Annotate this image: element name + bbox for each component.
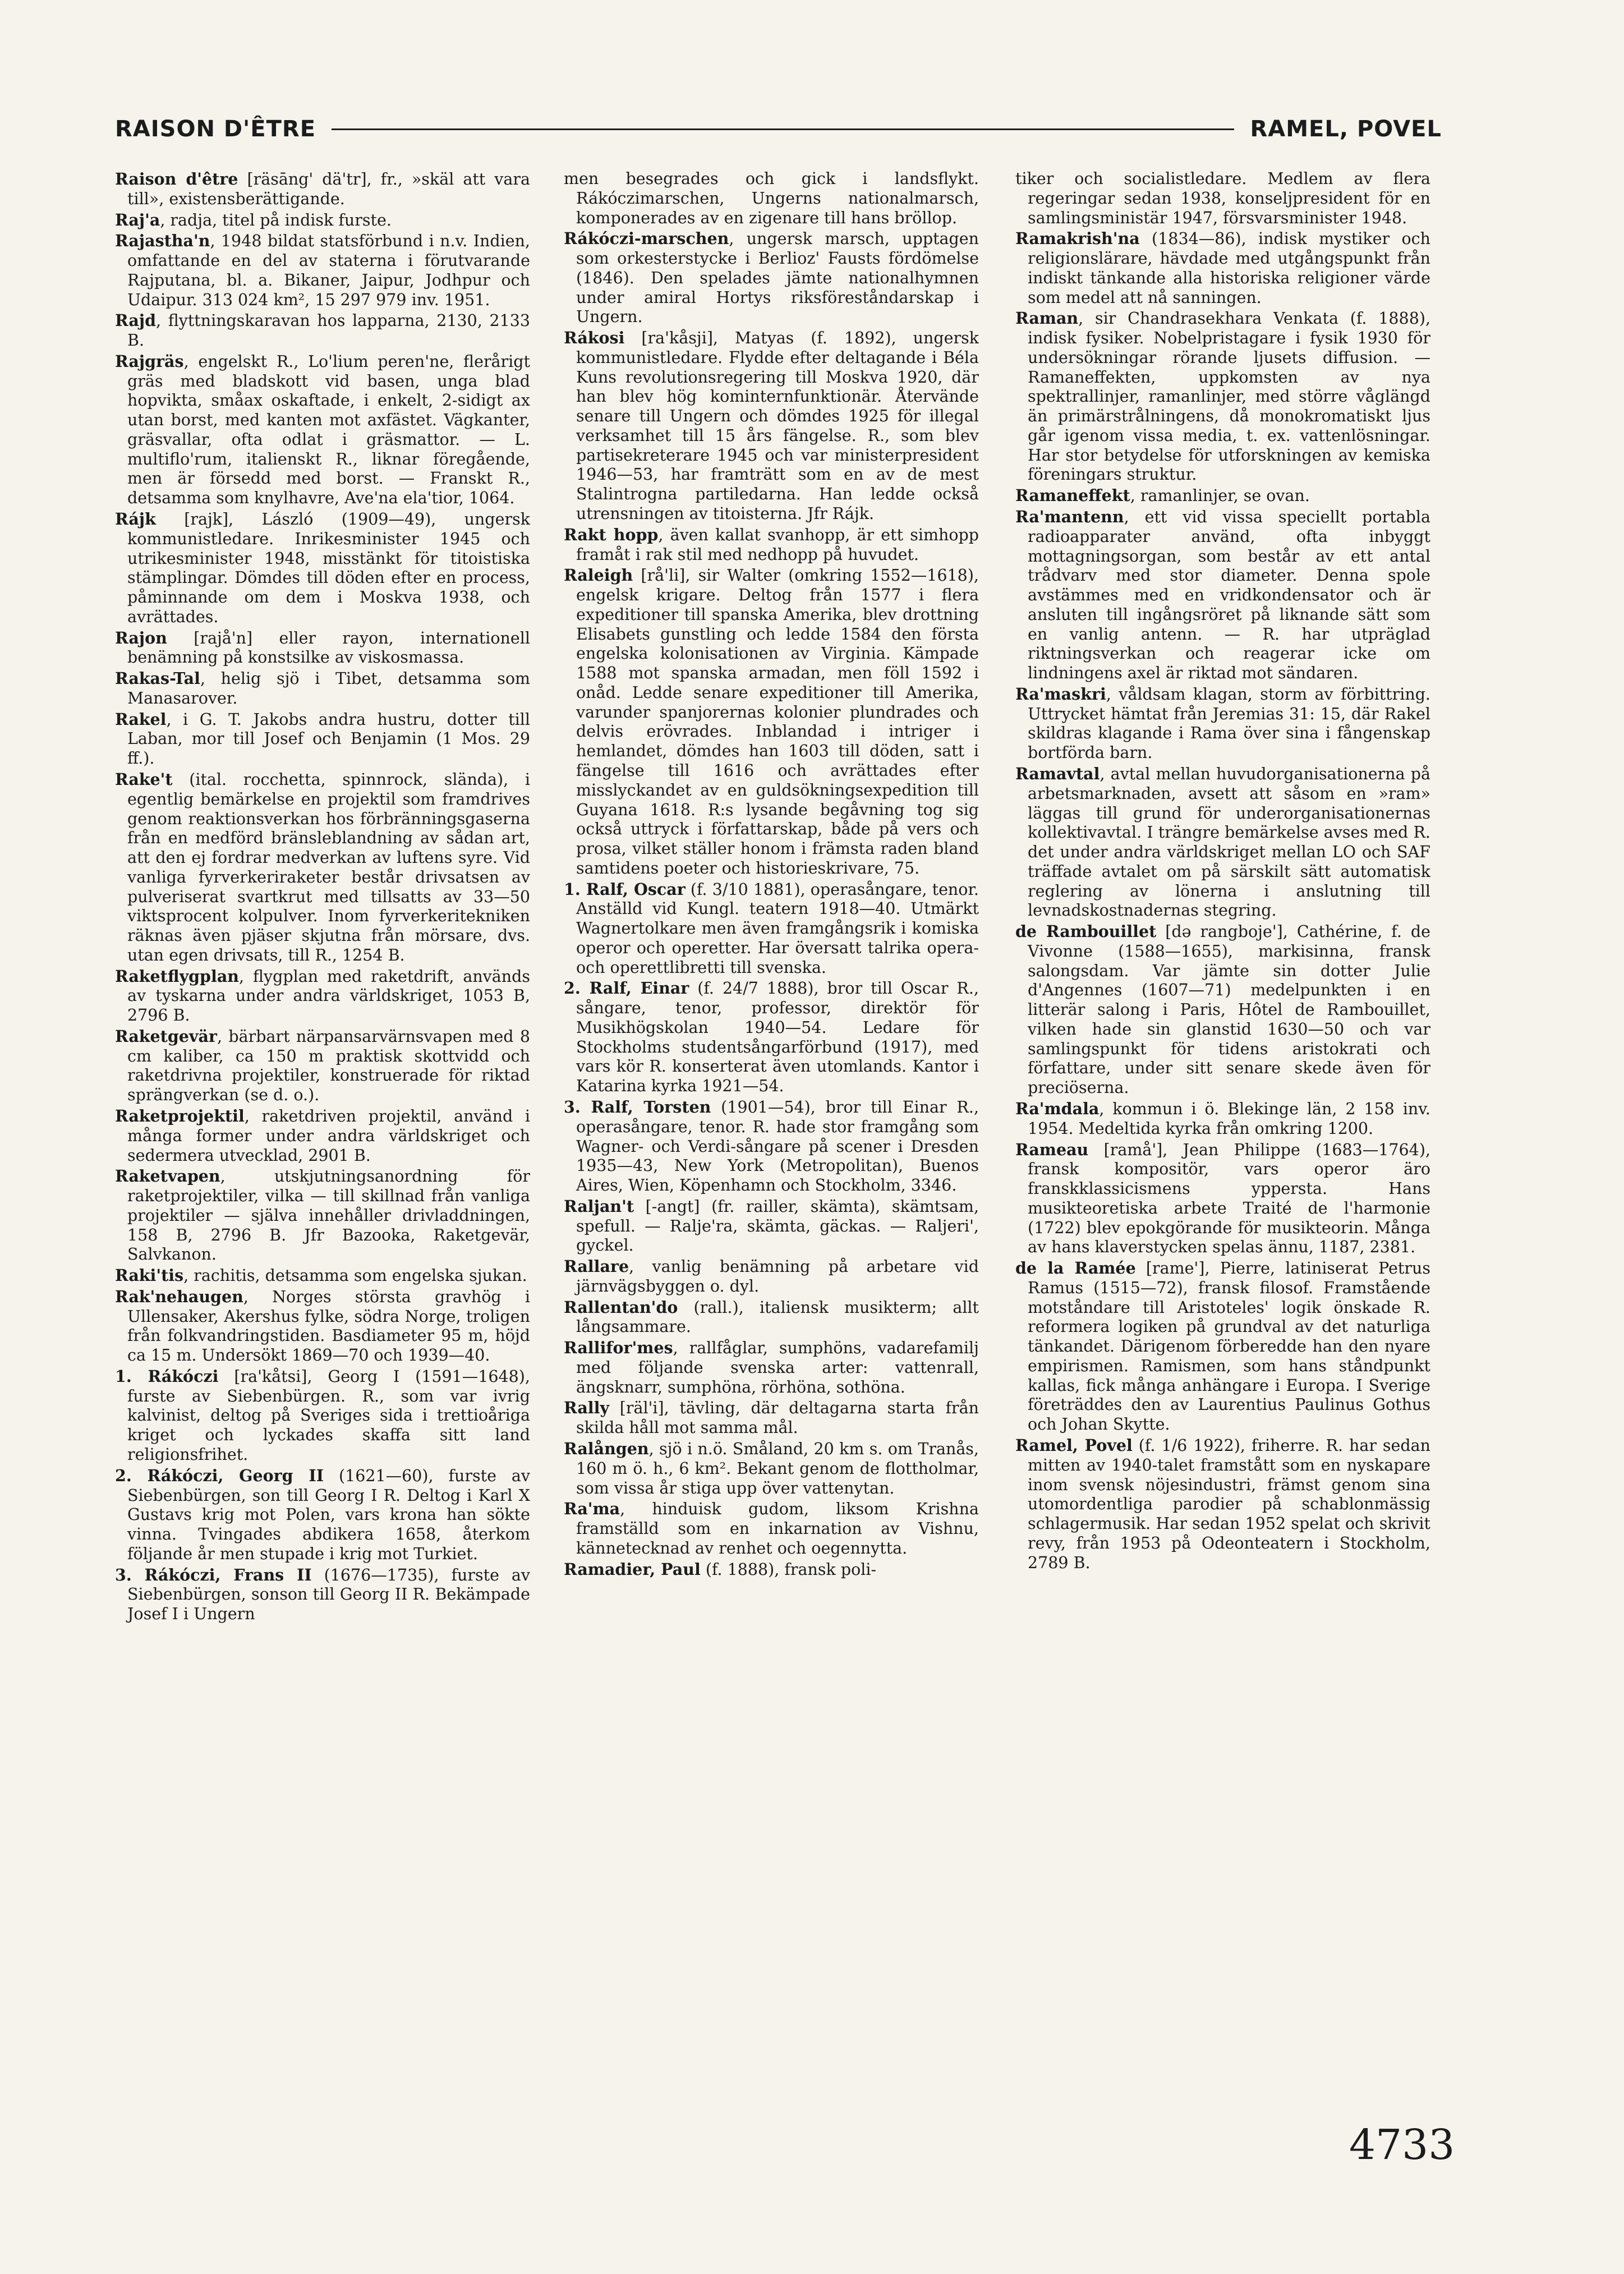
entry-text: [räsāng' dä'tr], fr., »skäl att vara till», existensberättigande. [127,170,530,208]
entry-headword: Raison d'être [115,169,238,189]
entry-headword: Ramel, Povel [1015,1436,1133,1455]
entry-headword: Rakel [115,709,167,729]
entry-headword: 2. Rákóczi, Georg II [115,1466,324,1485]
dictionary-entry [115,169,530,209]
dictionary-entry [115,1565,530,1624]
dictionary-entry [564,328,979,524]
entry-text: , 1948 bildat statsförbund i n.v. Indien, omfattande en del av staterna i förutvarande Rajputana, bl. a. Bikaner, Jaipur, Jodhpur och Udaipur. 313 024 km², 15 297 979 inv. 1951. [127,232,530,309]
entry-text: , utskjutningsanordning för raketprojektiler, vilka — till skillnad från vanliga projektiler — själva innehåller drivladdningen, 158 B, 2796 B. Jfr Bazooka, Raketgevär, Salvkanon. [127,1167,530,1264]
entry-headword: Rajon [115,628,167,647]
dictionary-entry [115,1106,530,1165]
entry-headword: Rally [564,1398,610,1418]
entry-text: , avtal mellan huvudorganisationerna på arbetsmarknaden, avsett att såsom en »ram» läggas till grund för underorganisationernas kollektivavtal. I trängre bemärkelse avses med R. det under andra världskriget mellan LO och SAF träffade avtalet om på särskilt sätt automatisk reglering av lönerna i anslutning till levnadskostnadernas stegring. [1028,764,1430,920]
column-1 [115,169,530,2167]
header-left: RAISON D'ÊTRE [115,116,316,142]
entry-text: men besegrades och gick i landsflykt. Rákóczimarschen, Ungerns nationalmarsch, komponerades av en zigenare till hans bröllop. [564,169,979,227]
column-2 [564,169,979,2167]
dictionary-entry [1015,1436,1430,1573]
entry-headword: Raki'tis [115,1266,184,1285]
entry-headword: Ra'maskri [1015,684,1106,704]
entry-headword: Rájk [115,509,156,529]
entry-headword: Ramaneffekt [1015,486,1130,506]
entry-text: (ital. rocchetta, spinnrock, slända), i egentlig bemärkelse en projektil som framdrives genom reaktionsverkan hos förbränningsgaserna från en medförd bränsleblandning av sådan art, att den ej fordrar medverkan av luftens syre. Vid vanliga fyrverkeriraketer består drivsatsen av pulveriserat svartkrut med tillsatts av 33—50 viktsprocent kolpulver. Inom fyrverkeritekniken räknas även pjäser skjutna från mörsare, dvs. utan egen drivsats, till R., 1254 B. [127,770,530,964]
entry-headword: Rallare [564,1257,629,1276]
entry-headword: Rákóczi-marschen [564,229,729,249]
entry-text: (f. 3/10 1881), operasångare, tenor. Anställd vid Kungl. teatern 1918—40. Utmärkt Wagnertolkare men även framgångsrik i komiska operor och operetter. Har översatt talrika opera- och operettlibretti till svenska. [576,880,979,977]
dictionary-entry [1015,309,1430,485]
entry-headword: 1. Ralf, Oscar [564,879,686,899]
entry-text: , våldsam klagan, storm av förbittring. Uttrycket hämtat från Jeremias 31: 15, där Rakel skildras klagande i Rama över sina i fångenskap bortförda barn. [1028,685,1430,762]
entry-text: , vanlig benämning på arbetare vid järnvägsbyggen o. dyl. [576,1257,979,1296]
dictionary-entry [564,1499,979,1558]
entry-headword: Raketprojektil [115,1106,245,1125]
dictionary-entry [115,628,530,668]
dictionary-entry [564,566,979,878]
entry-text: [rå'li], sir Walter (omkring 1552—1618), engelsk krigare. Deltog från 1577 i flera expeditioner till spanska Amerika, blev drottning Elisabets gunstling och ledde 1584 den första engelska kolonisationen av Virginia. Kämpade 1588 mot spanska armadan, men föll 1592 i onåd. Ledde senare expeditioner till Amerika, varunder spanjorernas kolonier plundrades och delvis erövrades. Inblandad i intriger i hemlandet, dömdes han 1603 till döden, satt i fängelse till 1616 och avrättades efter misslyckandet av en guldsökningsexpedition till Guyana 1618. R:s lysande begåvning tog sig också uttryck i författarskap, både på vers och prosa, vilket ställer honom i främsta raden bland samtidens poeter och historieskrivare, 75. [576,566,979,878]
dictionary-entry [115,311,530,351]
dictionary-entry [564,1439,979,1498]
entry-headword: de la Ramée [1015,1258,1136,1278]
dictionary-entry [564,169,979,228]
dictionary-entry [1015,922,1430,1098]
dictionary-entry [1015,486,1430,506]
entry-headword: Ra'mantenn [1015,507,1124,527]
entry-text: (1834—86), indisk mystiker och religionslärare, hävdade med utgångspunkt från indiskt tänkande alla historiska religioner värde som medel att nå sanningen. [1028,229,1430,307]
entry-text: [də rangboje'], Cathérine, f. de Vivonne (1588—1655), markisinna, fransk salongsdam. Var jämte sin dotter Julie d'Angennes (1607—71) medelpunkten i en litterär salong i Paris, Hôtel de Rambouillet, vilken hade sin glanstid 1630—50 och var samlingspunkt för tidens aristokrati och författare, under sitt senare skede även för preciöserna. [1028,922,1430,1097]
dictionary-entry [564,1298,979,1338]
dictionary-entry [115,352,530,508]
entry-text: [rajå'n] eller rayon, internationell benämning på konstsilke av viskosmassa. [127,628,530,667]
entry-headword: Ra'ma [564,1499,620,1519]
dictionary-entry [1015,1099,1430,1139]
entry-text: , flyttningskaravan hos lapparna, 2130, 2133 B. [127,311,530,350]
dictionary-entry [1015,764,1430,921]
entry-headword: Rallifor'mes [564,1338,673,1358]
dictionary-entry [115,1466,530,1564]
dictionary-entry [564,1338,979,1397]
entry-headword: Raketvapen [115,1166,220,1186]
page-number: 4733 [1349,2121,1455,2169]
entry-headword: Raj'a [115,210,160,229]
entry-text: [ra'kåtsi], Georg I (1591—1648), furste av Siebenbürgen. R., som var ivrig kalvinist, deltog på Sveriges sida i trettioåriga kriget och lyckades skaffa sitt land religionsfrihet. [127,1367,530,1464]
entry-text: , flygplan med raketdrift, används av tyskarna under andra världskriget, 1053 B, 2796 B. [127,967,530,1025]
entry-headword: Rake't [115,769,173,789]
dictionary-entry [1015,1140,1430,1258]
dictionary-entry [564,525,979,565]
dictionary-entry [564,1398,979,1438]
entry-headword: 3. Rákóczi, Frans II [115,1565,312,1584]
entry-text: , även kallat svanhopp, är ett simhopp framåt i rak stil med nedhopp på huvudet. [576,525,979,564]
entry-text: , engelskt R., Lo'lium peren'ne, flerårigt gräs med bladskott vid basen, unga blad hopvikta, småax oskaftade, i enkelt, 2-sidigt ax utan borst, med kanten mot axfästet. Vägkanter, gräsvallar, ofta odlat i gräsmattor. — L. multiflo'rum, italienskt R., liknar föregående, men är försedd med borst. — Franskt R., detsamma som knylhavre, Ave'na ela'tior, 1064. [127,352,530,508]
entry-text: , radja, titel på indisk furste. [160,210,392,229]
entry-headword: Raleigh [564,566,633,585]
dictionary-entry [115,710,530,769]
dictionary-entry [115,1166,530,1265]
dictionary-entry [115,770,530,966]
entry-text: , hinduisk gudom, liksom Krishna framställd som en inkarnation av Vishnu, kännetecknad av renhet och oegennytta. [576,1500,979,1558]
dictionary-entry [115,967,530,1026]
entry-text: (rall.), italiensk musikterm; allt långsammare. [576,1298,979,1336]
entry-text: , i G. T. Jakobs andra hustru, dotter till Laban, mor till Josef och Benjamin (1 Mos. 29 ff.). [127,710,530,768]
dictionary-entry [1015,685,1430,763]
entry-text: (f. 1888), fransk poli- [700,1560,877,1579]
dictionary-entry [1015,229,1430,307]
entry-headword: Raketgevär [115,1026,217,1046]
entry-headword: 3. Ralf, Torsten [564,1097,711,1117]
dictionary-entry [115,231,530,310]
entry-text: [-angt] (fr. railler, skämta), skämtsam, spefull. — Ralje'ra, skämta, gäckas. — Raljeri', gyckel. [576,1197,979,1255]
entry-headword: 1. Rákóczi [115,1366,219,1386]
entry-text: , sir Chandrasekhara Venkata (f. 1888), indisk fysiker. Nobelpristagare i fysik 1930 för undersökningar rörande ljusets diffusion. — Ramaneffekten, uppkomsten av nya spektrallinjer, ramanlinjer, med större våglängd än primärstrålningens, då monokromatiskt ljus går igenom vissa media, t. ex. vattenlösningar. Har stor betydelse för utforskningen av kemiska föreningars struktur. [1028,309,1430,484]
entry-headword: Rallentan'do [564,1297,678,1317]
entry-headword: Ralången [564,1439,649,1458]
dictionary-entry [1015,507,1430,683]
dictionary-entry [115,1287,530,1366]
header-rule [332,128,1234,130]
dictionary-entry [1015,169,1430,228]
entry-headword: Rákosi [564,328,625,348]
entry-text: , helig sjö i Tibet, detsamma som Manasarover. [127,669,530,708]
entry-text: , Norges största gravhög i Ullensaker, Akershus fylke, södra Norge, troligen från folkvandringstiden. Basdiameter 95 m, höjd ca 15 m. Undersökt 1869—70 och 1939—40. [127,1287,530,1365]
entry-headword: Rajastha'n [115,231,210,251]
entry-text: (1901—54), bror till Einar R., operasångare, tenor. R. hade stor framgång som Wagner- och Verdi-sångare på scener i Dresden 1935—43, New York (Metropolitan), Buenos Aires, Wien, Köpenhamn och Stockholm, 3346. [576,1097,979,1195]
dictionary-entry [564,1257,979,1297]
entry-text: [ramå'], Jean Philippe (1683—1764), fransk kompositör, vars operor äro franskklassicismens yppersta. Hans musikteoretiska arbete Traité de l'harmonie (1722) blev epokgörande för musikteorin. Många av hans klaverstycken spelas ännu, 1187, 2381. [1028,1140,1430,1257]
entry-headword: Ramavtal [1015,764,1100,783]
entry-headword: Rakas-Tal [115,669,200,688]
entry-text: , sjö i n.ö. Småland, 20 km s. om Tranås, 160 m ö. h., 6 km². Bekant genom de flottholmar, som vissa år stiga upp över vattenytan. [576,1440,979,1497]
entry-text: [ra'kåsji], Matyas (f. 1892), ungersk kommunistledare. Flydde efter deltagande i Béla Kuns revolutionsregering till Moskva 1920, där han blev hög kominternfunktionär. Återvände senare till Ungern och dömdes 1925 för illegal verksamhet till 15 års fängelse. R., som blev partisekreterare 1945 och var ministerpresident 1946—53, har framträtt som en av de mest Stalintrogna partiledarna. Han ledde också utrensningen av titoisterna. Jfr Rájk. [576,329,979,523]
entry-headword: Ramadier, Paul [564,1559,701,1579]
entry-headword: 2. Ralf, Einar [564,978,689,998]
dictionary-entry [564,1197,979,1256]
entry-headword: Rajd [115,311,157,330]
running-header [115,112,1442,146]
entry-headword: Ra'mdala [1015,1099,1099,1118]
entry-text: , kommun i ö. Blekinge län, 2 158 inv. 1954. Medeltida kyrka från omkring 1200. [1028,1099,1430,1138]
dictionary-entry [564,229,979,327]
entry-text: tiker och socialistledare. Medlem av flera regeringar sedan 1938, konseljpresident för en samlingsministär 1947, försvarsminister 1948. [1015,169,1430,227]
entry-text: , raketdriven projektil, använd i många former under andra världskriget och sedermera utvecklad, 2901 B. [127,1106,530,1165]
entry-headword: Rak'nehaugen [115,1287,243,1306]
dictionary-entry [115,1367,530,1465]
entry-headword: Rameau [1015,1140,1089,1159]
entry-text: (1621—60), furste av Siebenbürgen, son till Georg I R. Deltog i Karl X Gustavs krig mot Polen, vars krona han sökte vinna. Tvingades abdikera 1658, återkom följande år men stupade i krig mot Turkiet. [127,1466,530,1563]
entry-text: , bärbart närpansarvärnsvapen med 8 cm kaliber, ca 150 m praktisk skottvidd och raketdrivna projektiler, konstruerade för riktad sprängverkan (se d. o.). [127,1027,530,1105]
dictionary-entry [564,1560,979,1580]
entry-text: [rame'], Pierre, latiniserat Petrus Ramus (1515—72), fransk filosof. Framstående motståndare till Aristoteles' logik önskade R. reformera logiken på grundval av det naturliga tänkandet. Därigenom förberedde han den nyare empirismen. Ramismen, som hans ståndpunkt kallas, fick många anhängare i Europa. I Sverige företräddes den av Laurentius Paulinus Gothus och Johan Skytte. [1028,1259,1430,1434]
entry-headword: de Rambouillet [1015,922,1157,941]
dictionary-entry [115,1027,530,1105]
entry-text: (1676—1735), furste av Siebenbürgen, sonson till Georg II R. Bekämpade Josef I i Ungern [127,1565,530,1624]
entry-text: , ramanlinjer, se ovan. [1130,486,1310,506]
entry-headword: Rakt hopp [564,525,659,544]
dictionary-entry [115,669,530,709]
dictionary-entry [115,210,530,231]
entry-headword: Raljan't [564,1196,634,1216]
entry-headword: Raman [1015,309,1079,328]
column-3 [1015,169,1430,2167]
entry-headword: Raketflygplan [115,966,240,986]
dictionary-entry [115,1266,530,1286]
entry-headword: Rajgräs [115,351,184,371]
dictionary-entry [1015,1258,1430,1435]
entry-text: (f. 1/6 1922), friherre. R. har sedan mitten av 1940-talet framstått som en nyskapare inom svensk nöjesindustri, främst genom sina utomordentliga parodier på schablonmässig schlagermusik. Har sedan 1952 spelat och skrivit revy, från 1953 på Odeonteatern i Stockholm, 2789 B. [1028,1436,1430,1572]
dictionary-entry [564,978,979,1096]
dictionary-entry [564,880,979,978]
dictionary-entry [564,1097,979,1196]
entry-headword: Ramakrish'na [1015,229,1140,249]
header-right: RAMEL, POVEL [1250,116,1442,142]
entry-text: [räl'i], tävling, där deltagarna starta från skilda håll mot samma mål. [576,1399,979,1437]
entry-text: , ett vid vissa speciellt portabla radioapparater använd, ofta inbyggt mottagningsorgan, som består av ett antal trådvarv med stor diameter. Denna spole avstämmes med en vridkondensator och är ansluten till ingångsröret på liknande sätt som en vanlig antenn. — R. har utpräglad riktningsverkan och reagerar icke om lindningens axel är riktad mot sändaren. [1028,508,1430,683]
entry-text: , rallfåglar, sumphöns, vadarefamilj med följande svenska arter: vattenrall, ängsknarr, sumphöna, rörhöna, sothöna. [576,1339,979,1396]
entry-text: [rajk], László (1909—49), ungersk kommunistledare. Inrikesminister 1945 och utrikesminister 1948, misstänkt för titoistiska stämplingar. Dömdes till döden efter en process, påminnande om dem i Moskva 1938, och avrättades. [127,510,530,626]
entry-text: (f. 24/7 1888), bror till Oscar R., sångare, tenor, professor, direktör för Musikhögskolan 1940—54. Ledare för Stockholms studentsångarförbund (1917), med vars kör R. konserterat även utomlands. Kantor i Katarina kyrka 1921—54. [576,979,979,1096]
entry-text: , rachitis, detsamma som engelska sjukan. [183,1266,527,1285]
dictionary-entry [115,509,530,627]
entry-text: , ungersk marsch, upptagen som orkesterstycke i Berlioz' Fausts fördömelse (1846). Den spelades jämte nationalhymnen under amiral Hortys riksföreståndarskap i Ungern. [576,229,979,327]
